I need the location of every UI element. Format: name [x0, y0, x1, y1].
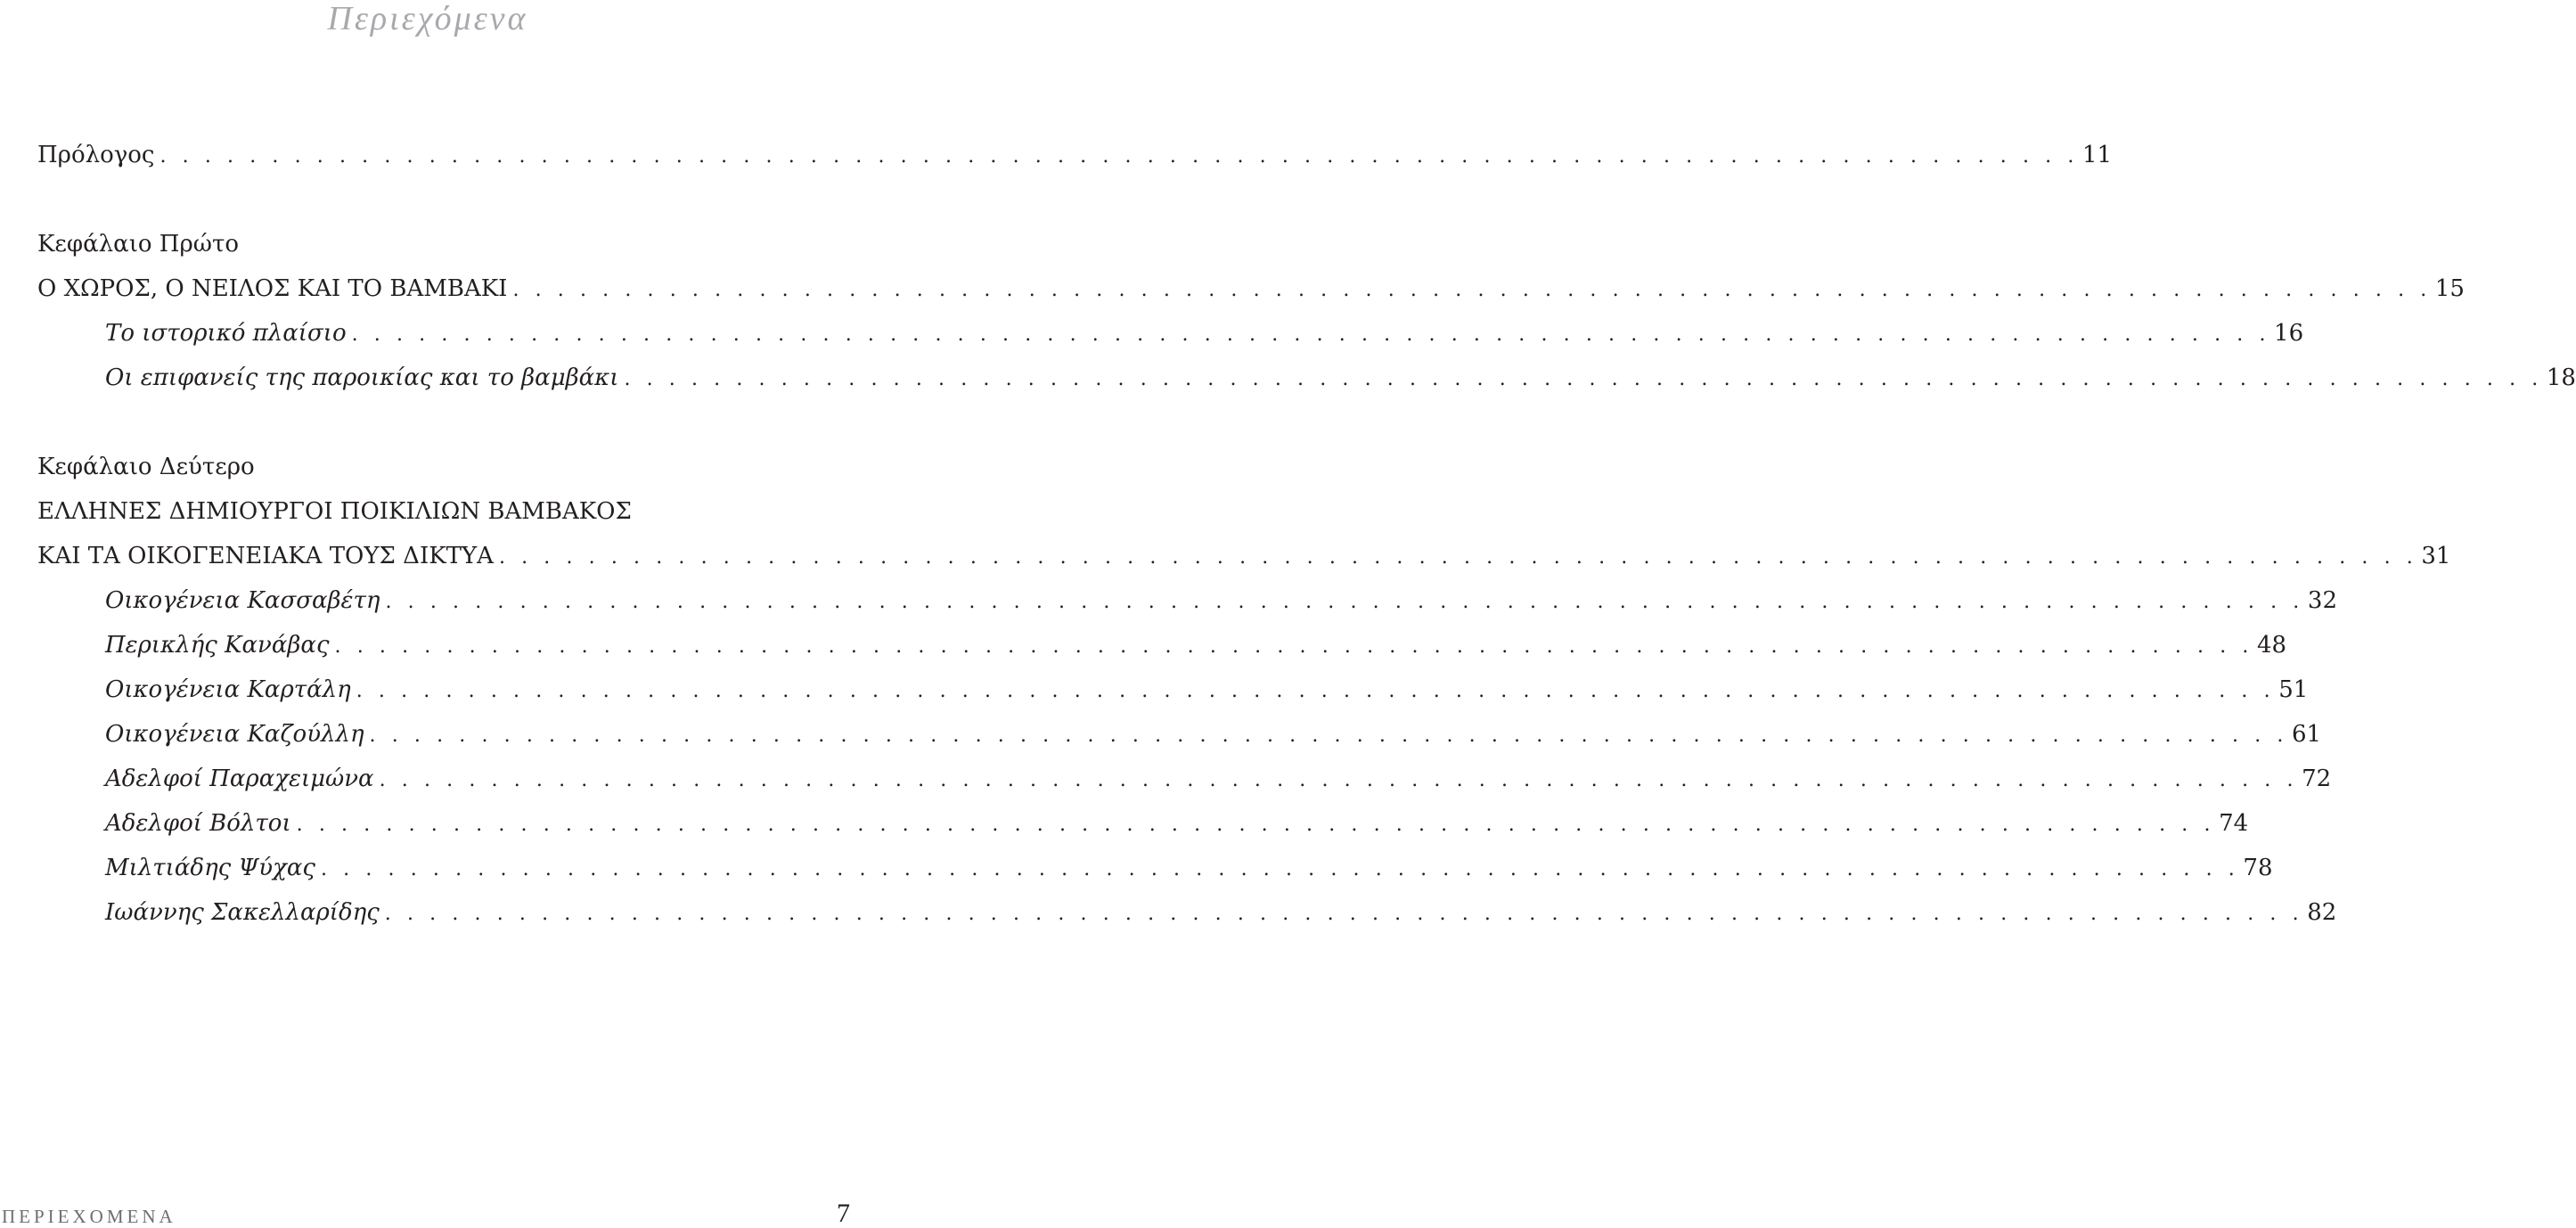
dot-leader: . . . . . . . . . . . . . . . . . . . . . . . . . . . . . . . . . . . . . . . . . . . . . . . . . . . . . . . . . . . . . . . . . . . . . . . . . . . . . . . . . . . . . . [296, 814, 2216, 836]
toc-entry-section[interactable] [105, 675, 2309, 705]
toc-entry-section[interactable] [105, 808, 2249, 839]
dot-leader: . . . . . . . . . . . . . . . . . . . . . . . . . . . . . . . . . . . . . . . . . . . . . . . . . . . . . . . . . . . . . . . . . . . . . . . . . . . . . . . . . . . . . . [334, 635, 2253, 658]
chapter-2-heading: Κεφάλαιο Δεύτερο [37, 454, 255, 480]
running-head: ΠΕΡΙΕΧΟΜΕΝΑ [2, 1206, 176, 1227]
toc-entry-label: Οι επιφανείς της παροικίας και το βαμβάκι [105, 364, 619, 391]
chapter-1-heading: Κεφάλαιο Πρώτο [37, 231, 240, 258]
toc-entry-label: Οικογένεια Καρτάλη [105, 676, 351, 703]
toc-entry-section[interactable] [105, 719, 2322, 749]
toc-page-number: 78 [2243, 855, 2273, 881]
toc-page-number: 61 [2291, 721, 2322, 748]
toc-entry-label: Οικογένεια Κασσαβέτη [105, 587, 380, 614]
toc-page-number: 72 [2302, 765, 2332, 792]
toc-entry-prologue[interactable] [37, 140, 2113, 170]
page-title: Περιεχόμενα [327, 0, 528, 37]
dot-leader: . . . . . . . . . . . . . . . . . . . . . . . . . . . . . . . . . . . . . . . . . . . . . . . . . . . . . . . . . . . . . . . . . . . . . . . . . . . . . . . . . . . . . . [320, 858, 2240, 880]
toc-page-number: 82 [2307, 899, 2337, 926]
toc-entry-label: Ο ΧΩΡΟΣ, Ο ΝΕΙΛΟΣ ΚΑΙ ΤΟ ΒΑΜΒΑΚΙ [37, 275, 508, 302]
toc-entry-label: Ιωάννης Σακελλαρίδης [105, 899, 380, 926]
toc-entry-label: Αδελφοί Βόλτοι [105, 810, 291, 837]
dot-leader: . . . . . . . . . . . . . . . . . . . . . . . . . . . . . . . . . . . . . . . . . . . . . . . . . . . . . . . . . . . . . . . . . . . . . . . . . . . . . . . . . . . . . . [624, 368, 2543, 390]
toc-page-number: 48 [2256, 632, 2287, 659]
toc-entry-label: Το ιστορικό πλαίσιο [105, 320, 347, 347]
dot-leader: . . . . . . . . . . . . . . . . . . . . . . . . . . . . . . . . . . . . . . . . . . . . . . . . . . . . . . . . . . . . . . . . . . . . . . . . . . . . . . . . . . . . . . [351, 323, 2271, 346]
dot-leader: . . . . . . . . . . . . . . . . . . . . . . . . . . . . . . . . . . . . . . . . . . . . . . . . . . . . . . . . . . . . . . . . . . . . . . . . . . . . . . . . . . . . . . [384, 903, 2304, 925]
toc-page-number: 16 [2274, 320, 2304, 347]
toc-page-number: 15 [2434, 275, 2465, 302]
dot-leader: . . . . . . . . . . . . . . . . . . . . . . . . . . . . . . . . . . . . . . . . . . . . . . . . . . . . . . . . . . . . . . . . . . . . . . . . . . . . . . . . . . . . . . [385, 591, 2304, 613]
toc-entry-section[interactable] [105, 630, 2287, 660]
toc-page-number: 51 [2278, 676, 2309, 703]
toc-page-number: 31 [2421, 543, 2451, 569]
toc-entry-label: Αδελφοί Παραχειμώνα [105, 765, 374, 792]
dot-leader: . . . . . . . . . . . . . . . . . . . . . . . . . . . . . . . . . . . . . . . . . . . . . . . . . . . . . . . . . . . . . . . . . . . . . . . . . . . . . . . . . . . . . . [369, 725, 2288, 747]
toc-entry-label: Περικλής Κανάβας [105, 632, 330, 659]
toc-entry-section[interactable] [105, 363, 2576, 393]
toc-entry-label: Οικογένεια Καζούλλη [105, 721, 364, 748]
page-number: 7 [837, 1199, 850, 1228]
toc-page-number: 32 [2307, 587, 2337, 614]
dot-leader: . . . . . . . . . . . . . . . . . . . . . . . . . . . . . . . . . . . . . . . . . . . . . . . . . . . . . . . . . . . . . . . . . . . . . . . . . . . . . . . . . . . . . . [159, 145, 2079, 168]
dot-leader: . . . . . . . . . . . . . . . . . . . . . . . . . . . . . . . . . . . . . . . . . . . . . . . . . . . . . . . . . . . . . . . . . . . . . . . . . . . . . . . . . . . . . . [498, 546, 2418, 569]
toc-entry-label: Πρόλογος [37, 142, 155, 168]
toc-entry-label: Μιλτιάδης Ψύχας [105, 855, 315, 881]
toc-page-number: 74 [2219, 810, 2249, 837]
toc-entry-chapter-2-title[interactable] [37, 541, 2451, 571]
toc-page-number: 18 [2546, 364, 2576, 391]
toc-page-number: 11 [2081, 142, 2113, 168]
toc-entry-section[interactable] [105, 318, 2304, 348]
chapter-2-title-line-1: ΕΛΛΗΝΕΣ ΔΗΜΙΟΥΡΓΟΙ ΠΟΙΚΙΛΙΩΝ ΒΑΜΒΑΚΟΣ [37, 498, 632, 525]
toc-entry-section[interactable] [105, 853, 2273, 883]
toc-entry-label: ΚΑΙ ΤΑ ΟΙΚΟΓΕΝΕΙΑΚΑ ΤΟΥΣ ΔΙΚΤΥΑ [37, 543, 494, 569]
toc-entry-section[interactable] [105, 585, 2337, 616]
dot-leader: . . . . . . . . . . . . . . . . . . . . . . . . . . . . . . . . . . . . . . . . . . . . . . . . . . . . . . . . . . . . . . . . . . . . . . . . . . . . . . . . . . . . . . [356, 680, 2276, 702]
dot-leader: . . . . . . . . . . . . . . . . . . . . . . . . . . . . . . . . . . . . . . . . . . . . . . . . . . . . . . . . . . . . . . . . . . . . . . . . . . . . . . . . . . . . . . [379, 769, 2299, 791]
dot-leader: . . . . . . . . . . . . . . . . . . . . . . . . . . . . . . . . . . . . . . . . . . . . . . . . . . . . . . . . . . . . . . . . . . . . . . . . . . . . . . . . . . . . . . [512, 279, 2432, 301]
toc-entry-section[interactable] [105, 764, 2332, 794]
toc-entry-section[interactable] [105, 897, 2337, 928]
toc-entry-chapter-1-title[interactable] [37, 274, 2465, 304]
